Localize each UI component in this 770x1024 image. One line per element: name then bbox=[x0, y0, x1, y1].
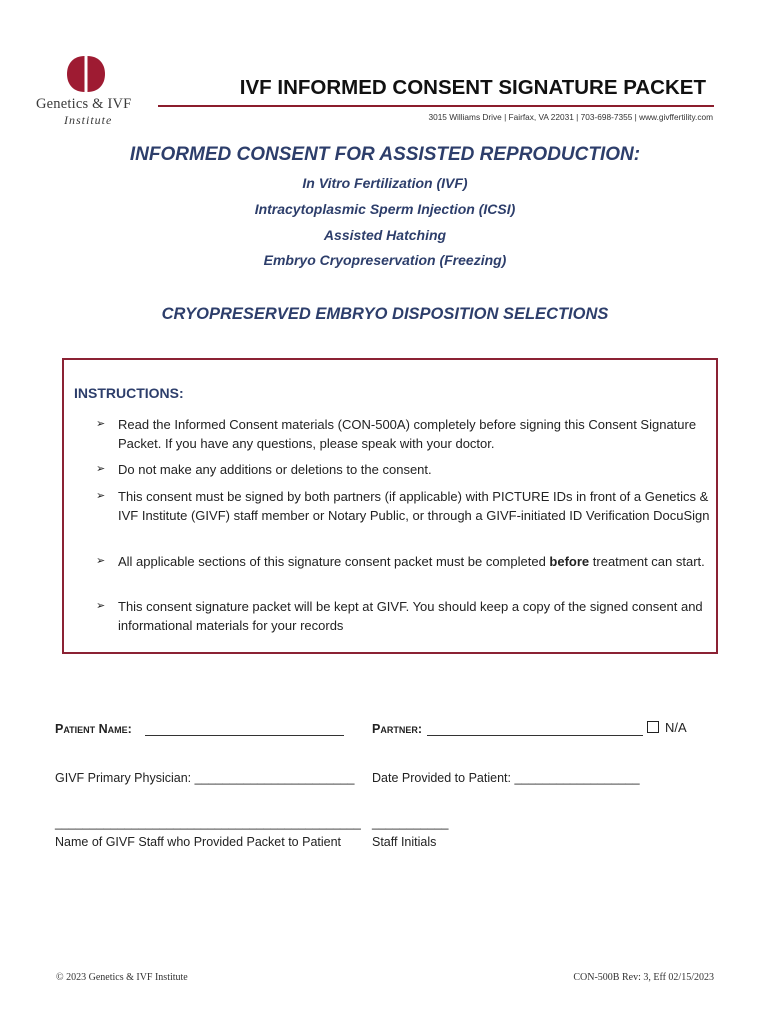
date-provided-field[interactable]: Date Provided to Patient: __________________ bbox=[372, 771, 640, 785]
procedure-icsi: Intracytoplasmic Sperm Injection (ICSI) bbox=[254, 201, 516, 217]
arrow-bullet-icon: ➢ bbox=[96, 463, 106, 475]
patient-name-label: Patient Name: bbox=[55, 722, 132, 736]
partner-name-field[interactable] bbox=[427, 735, 643, 736]
instruction-item: ➢ This consent signature packet will be kept at GIVF. You should keep a copy of the signed consent and informational materials for your records bbox=[96, 599, 703, 633]
patient-name-field[interactable] bbox=[145, 735, 344, 736]
address-line: 3015 Williams Drive | Fairfax, VA 22031 | 703-698-7355 | www.givffertility.com bbox=[428, 112, 713, 122]
arrow-bullet-icon: ➢ bbox=[96, 600, 106, 612]
instruction-item: ➢ Read the Informed Consent materials (CON-500A) completely before signing this Consent Signature Packet. If you have any questions, please speak with your doctor. bbox=[96, 417, 697, 451]
procedure-ivf: In Vitro Fertilization (IVF) bbox=[302, 175, 468, 191]
procedure-assisted-hatching: Assisted Hatching bbox=[323, 227, 447, 243]
na-checkbox[interactable] bbox=[647, 721, 659, 733]
instruction-item: ➢ This consent must be signed by both partners (if applicable) with PICTURE IDs in front of a Genetics & IVF Institute (GIVF) staff member or Notary Public, or through a GIVF-initiated ID Verification DocuSign bbox=[96, 489, 710, 523]
logo-name: Genetics & IVF bbox=[36, 96, 132, 112]
arrow-bullet-icon: ➢ bbox=[96, 490, 106, 502]
copyright: © 2023 Genetics & IVF Institute bbox=[56, 972, 188, 983]
arrow-bullet-icon: ➢ bbox=[96, 418, 106, 430]
packet-title: IVF INFORMED CONSENT SIGNATURE PACKET bbox=[239, 76, 706, 99]
arrow-bullet-icon: ➢ bbox=[96, 555, 106, 567]
logo-sub: Institute bbox=[64, 113, 113, 127]
primary-physician-field[interactable]: GIVF Primary Physician: _______________________ bbox=[55, 771, 355, 785]
staff-initials-label: Staff Initials bbox=[372, 835, 437, 849]
emphasis-before: before bbox=[549, 554, 590, 569]
staff-initials-field[interactable]: ___________ bbox=[372, 816, 449, 830]
instructions-title: INSTRUCTIONS: bbox=[74, 385, 184, 401]
header-divider bbox=[158, 105, 714, 107]
document-code: CON-500B Rev: 3, Eff 02/15/2023 bbox=[573, 972, 714, 983]
procedure-cryopreservation: Embryo Cryopreservation (Freezing) bbox=[263, 252, 507, 268]
staff-name-field[interactable]: ____________________________________________ bbox=[55, 816, 361, 830]
disposition-heading: CRYOPRESERVED EMBRYO DISPOSITION SELECTIONS bbox=[161, 305, 609, 323]
instruction-item: ➢ Do not make any additions or deletions to the consent. bbox=[96, 462, 432, 477]
main-heading: INFORMED CONSENT FOR ASSISTED REPRODUCTION: bbox=[129, 144, 641, 165]
instruction-item: ➢ All applicable sections of this signature consent packet must be completed before treatment can start. bbox=[96, 554, 705, 569]
na-option[interactable]: N/A bbox=[647, 720, 687, 735]
partner-label: Partner: bbox=[372, 722, 422, 736]
staff-name-label: Name of GIVF Staff who Provided Packet to Patient bbox=[55, 835, 342, 849]
